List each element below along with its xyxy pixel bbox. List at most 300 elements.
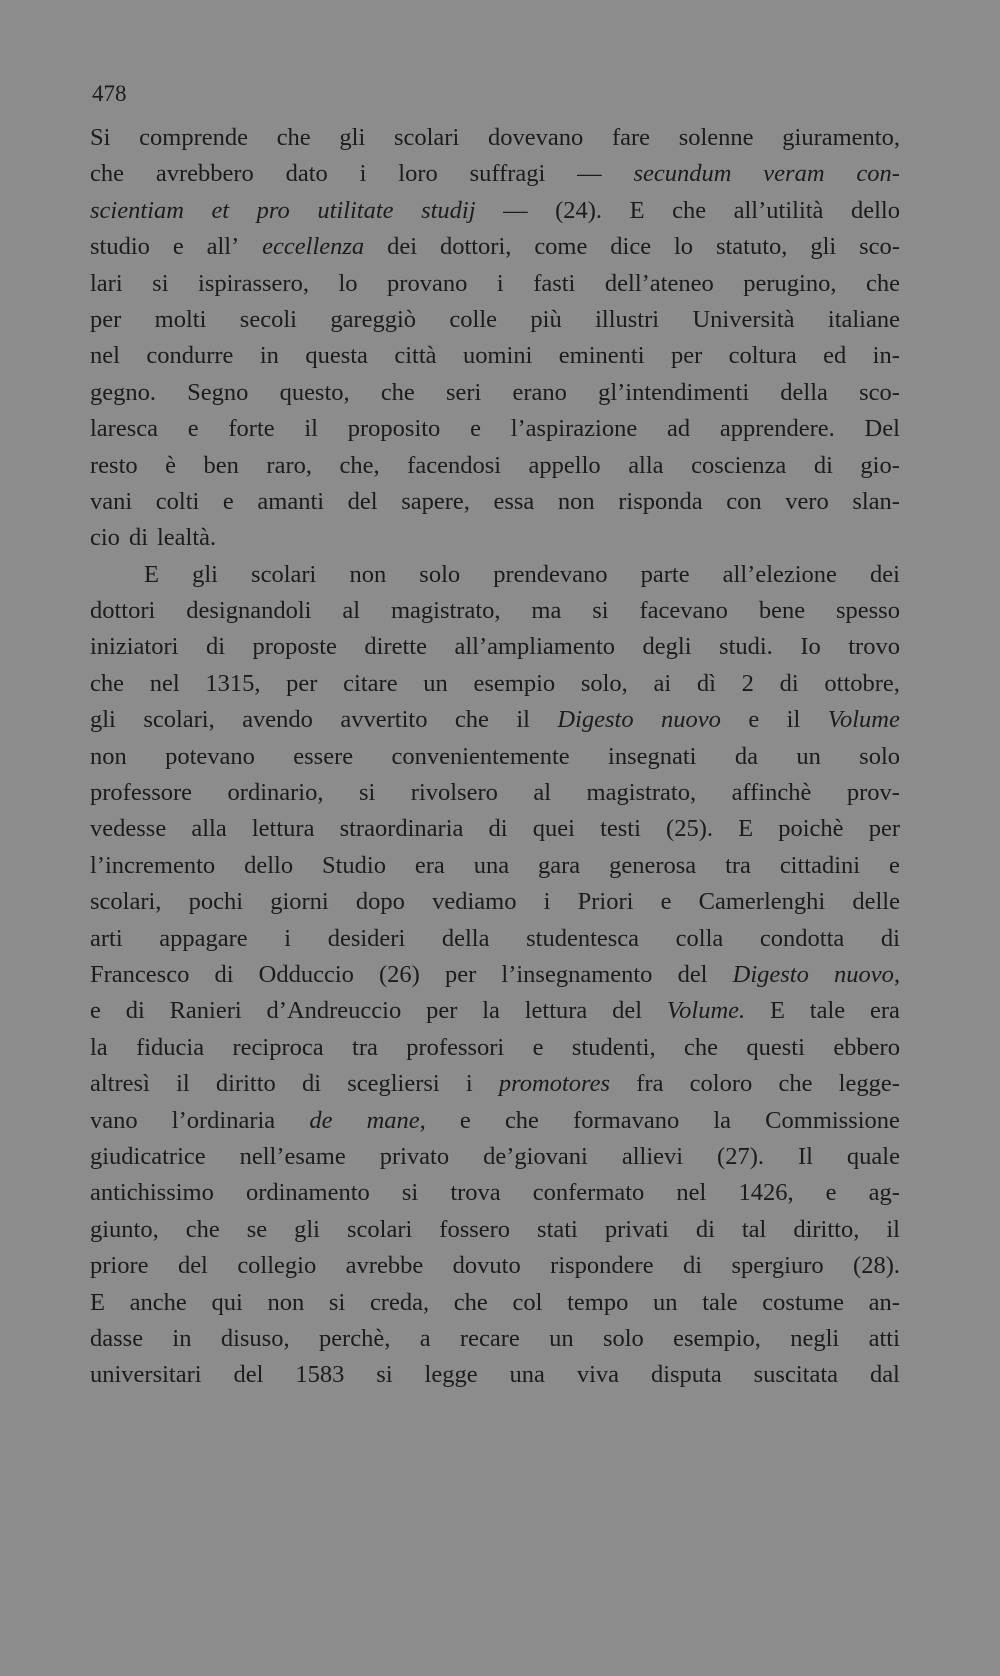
text-line xyxy=(90,884,900,920)
word: bene xyxy=(758,597,806,625)
word: tempo xyxy=(567,1288,629,1316)
word: per xyxy=(286,669,318,697)
word: e xyxy=(90,997,101,1025)
word: era xyxy=(414,851,445,879)
word: loro xyxy=(398,160,438,188)
word: generosa xyxy=(609,851,697,879)
word: per xyxy=(868,815,900,843)
word: questi xyxy=(746,1033,805,1061)
word: giudicatrice xyxy=(90,1142,206,1170)
word: dottori, xyxy=(439,233,512,261)
word: prov- xyxy=(846,779,900,807)
word: erano xyxy=(512,378,567,406)
word: (27). xyxy=(717,1142,764,1170)
word: del xyxy=(347,487,378,515)
word: l’insegnamento xyxy=(501,960,653,988)
word: et xyxy=(211,196,230,224)
word: lo xyxy=(674,233,694,261)
word: Digesto xyxy=(732,960,809,988)
word: citare xyxy=(343,669,398,697)
word: i xyxy=(465,1070,473,1098)
text-line xyxy=(90,375,900,411)
text-line xyxy=(90,1103,900,1139)
word: recare xyxy=(459,1324,520,1352)
word: scolari xyxy=(393,124,460,151)
word: di xyxy=(683,1252,703,1280)
text-line xyxy=(90,1030,900,1066)
word: questo, xyxy=(279,378,350,406)
word: disputa xyxy=(650,1361,722,1389)
word: secoli xyxy=(239,305,297,333)
word: stati xyxy=(537,1215,578,1243)
word: vano xyxy=(90,1106,138,1134)
word: di xyxy=(214,960,234,988)
word: nuovo xyxy=(661,706,721,734)
word: per xyxy=(670,342,703,370)
word: spesso xyxy=(835,597,900,625)
word: veram xyxy=(763,160,825,188)
word: del xyxy=(677,960,708,988)
word: nell’esame xyxy=(239,1142,346,1170)
text-line xyxy=(90,266,900,302)
word: appello xyxy=(528,451,601,479)
text-line xyxy=(90,1321,900,1357)
word: convenientemente xyxy=(391,742,570,770)
word: Ranieri xyxy=(169,997,242,1025)
word: i xyxy=(543,888,551,916)
word: facendosi xyxy=(407,451,502,479)
word: 1583 xyxy=(295,1361,345,1389)
word: universitari xyxy=(90,1361,202,1389)
text-line xyxy=(90,629,900,665)
text-line xyxy=(90,739,900,775)
word: in- xyxy=(872,342,900,370)
word: privati xyxy=(604,1215,669,1243)
word: il xyxy=(516,706,530,734)
word: ag- xyxy=(868,1179,900,1207)
word: non xyxy=(267,1288,305,1316)
word: pochi xyxy=(188,888,244,916)
word: e xyxy=(532,1033,544,1061)
word: formavano xyxy=(573,1106,680,1134)
word: dopo xyxy=(355,888,405,916)
text-line xyxy=(90,448,900,484)
word: d’Andreuccio xyxy=(266,997,402,1025)
word: si xyxy=(592,597,609,625)
word: da xyxy=(734,742,758,770)
word: negli xyxy=(790,1324,840,1352)
word: Segno xyxy=(187,378,249,406)
word: gara xyxy=(538,851,581,879)
word: pro xyxy=(256,196,290,224)
word: arti xyxy=(90,924,123,952)
word: come xyxy=(534,233,588,261)
word: ispirassero, xyxy=(198,269,309,297)
word: fiducia xyxy=(136,1033,205,1061)
word: Odduccio xyxy=(258,960,354,988)
word: suffragi xyxy=(469,160,546,188)
word: gli xyxy=(810,233,837,261)
word: l’incremento xyxy=(90,851,216,879)
word: e xyxy=(187,415,199,443)
word: con- xyxy=(856,160,900,188)
word: privato xyxy=(379,1142,450,1170)
word: anche xyxy=(129,1288,187,1316)
word: fra xyxy=(636,1070,664,1098)
word: italiane xyxy=(827,305,900,333)
page-number: 478 xyxy=(92,81,127,106)
word: gli xyxy=(192,560,218,588)
text-line xyxy=(90,484,900,520)
word: alla xyxy=(628,451,664,479)
word: fossero xyxy=(439,1215,511,1243)
word: E xyxy=(90,1288,105,1316)
word: E xyxy=(144,560,159,588)
word: vedesse xyxy=(90,815,167,843)
word: che xyxy=(380,378,415,406)
word: Università xyxy=(692,305,795,333)
word: i xyxy=(496,269,504,297)
word: che xyxy=(504,1106,539,1134)
word: che xyxy=(276,124,311,151)
word: condotta xyxy=(759,924,845,952)
word: Volume. xyxy=(666,997,746,1025)
word: di xyxy=(813,451,833,479)
word: studi. xyxy=(719,633,773,661)
word: studentesca xyxy=(526,924,640,952)
text-line xyxy=(90,1175,900,1211)
word: i xyxy=(284,924,292,952)
word: gli xyxy=(90,706,116,734)
word: ad xyxy=(666,415,691,443)
word: promotores xyxy=(498,1070,611,1098)
word: solo xyxy=(859,742,900,770)
word: iniziatori xyxy=(90,633,179,661)
word: professori xyxy=(406,1033,505,1061)
word: città xyxy=(394,342,437,370)
word: de’giovani xyxy=(483,1142,588,1170)
text-line xyxy=(90,957,900,993)
word: sco- xyxy=(859,378,900,406)
word: che xyxy=(90,669,124,697)
word: magistrato, xyxy=(390,597,501,625)
word: vediamo xyxy=(432,888,517,916)
word: allievi xyxy=(621,1142,684,1170)
text-line xyxy=(90,193,900,229)
word: 1426, xyxy=(738,1179,794,1207)
word: il xyxy=(886,1215,900,1243)
word: diritto, xyxy=(793,1215,860,1243)
word: studio xyxy=(90,233,150,261)
word: della xyxy=(780,378,828,406)
word: affinchè xyxy=(731,779,812,807)
word: altresì xyxy=(90,1070,150,1098)
word: e xyxy=(748,706,760,734)
word: giorni xyxy=(270,888,329,916)
word: di xyxy=(488,815,508,843)
word: illustri xyxy=(595,305,660,333)
word: fasti xyxy=(533,269,576,297)
word: rivolsero xyxy=(410,779,498,807)
word: perugino, xyxy=(743,269,837,297)
word: e xyxy=(825,1179,837,1207)
word: uomini xyxy=(462,342,533,370)
word: i xyxy=(359,160,367,188)
word: tale xyxy=(702,1288,738,1316)
text-line xyxy=(90,593,900,629)
word: risponda xyxy=(618,487,703,515)
word: dice xyxy=(610,233,652,261)
word: per xyxy=(90,305,122,333)
text-line xyxy=(90,775,900,811)
word: ai xyxy=(653,669,672,697)
word: di xyxy=(128,524,148,552)
word: avvertito xyxy=(340,706,428,734)
word: ottobre, xyxy=(824,669,900,697)
word: raro, xyxy=(266,451,312,479)
text-line xyxy=(90,666,900,702)
word: al xyxy=(533,779,552,807)
word: il xyxy=(304,415,318,443)
word: solo xyxy=(602,1324,644,1352)
word: Camerlenghi xyxy=(698,888,826,916)
word: molti xyxy=(154,305,207,333)
word: dello xyxy=(850,196,900,224)
word: che xyxy=(684,1033,718,1061)
word: lettura xyxy=(251,815,315,843)
word: col xyxy=(512,1288,543,1316)
word: gegno. xyxy=(90,378,156,406)
word: statuto, xyxy=(715,233,788,261)
word: cittadini xyxy=(779,851,861,879)
word: provano xyxy=(387,269,468,297)
word: dovuto xyxy=(452,1252,521,1280)
word: de xyxy=(309,1106,333,1134)
text-line xyxy=(90,993,900,1029)
word: un xyxy=(796,742,821,770)
word: vani xyxy=(90,487,133,515)
word: per xyxy=(426,997,458,1025)
word: e xyxy=(222,487,234,515)
word: di xyxy=(301,1070,322,1098)
word: 2 xyxy=(741,669,754,697)
word: nel xyxy=(90,342,120,370)
word: comprende xyxy=(139,124,248,151)
word: viva xyxy=(576,1361,620,1389)
word: diritto xyxy=(215,1070,276,1098)
word: avendo xyxy=(242,706,313,734)
word: dal xyxy=(869,1361,900,1389)
word: si xyxy=(401,1179,419,1207)
word: laresca xyxy=(90,415,158,443)
word: desideri xyxy=(327,924,406,952)
word: professore xyxy=(90,779,193,807)
word: fare xyxy=(611,124,651,151)
text-line xyxy=(90,848,900,884)
word: 1315, xyxy=(205,669,261,697)
word: (25). xyxy=(666,815,713,843)
word: questa xyxy=(305,342,368,370)
word: designandoli xyxy=(186,597,312,625)
word: atti xyxy=(868,1324,900,1352)
word: dei xyxy=(387,233,418,261)
word: vero xyxy=(785,487,829,515)
word: — xyxy=(577,160,602,188)
word: avrebbero xyxy=(155,160,254,188)
word: e xyxy=(172,233,184,261)
word: tra xyxy=(725,851,751,879)
word: l’ordinaria xyxy=(171,1106,276,1134)
word: ben xyxy=(203,451,239,479)
word: un xyxy=(549,1324,574,1352)
word: ed xyxy=(823,342,847,370)
word: appagare xyxy=(159,924,248,952)
word: al xyxy=(342,597,361,625)
word: la xyxy=(713,1106,732,1134)
word: che xyxy=(185,1215,220,1243)
word: Commissione xyxy=(765,1106,900,1134)
word: slan- xyxy=(852,487,900,515)
word: apprendere. xyxy=(719,415,835,443)
word: con xyxy=(726,487,762,515)
word: E xyxy=(629,196,645,224)
word: sapere, xyxy=(401,487,470,515)
word: gareggiò xyxy=(330,305,417,333)
word: non xyxy=(90,742,127,770)
word: (24). xyxy=(555,196,603,224)
text-line xyxy=(90,229,900,265)
word: di xyxy=(695,1215,715,1243)
word: E xyxy=(769,997,785,1025)
word: quale xyxy=(846,1142,900,1170)
word: (28). xyxy=(853,1252,900,1280)
word: di xyxy=(125,997,145,1025)
text-line xyxy=(90,1139,900,1175)
word: gli xyxy=(294,1215,320,1243)
word: coloro xyxy=(689,1070,753,1098)
word: gio- xyxy=(860,451,900,479)
word: si xyxy=(358,779,376,807)
word: (26) xyxy=(379,960,420,988)
word: di xyxy=(880,924,900,952)
text-line xyxy=(90,156,900,192)
word: la xyxy=(90,1033,108,1061)
word: confermato xyxy=(532,1179,645,1207)
word: che, xyxy=(339,451,380,479)
word: scolari, xyxy=(90,888,162,916)
word: mane, xyxy=(366,1106,426,1134)
word: collegio xyxy=(237,1252,317,1280)
word: studenti, xyxy=(571,1033,656,1061)
word: trova xyxy=(450,1179,501,1207)
word: Io xyxy=(800,633,821,661)
word: più xyxy=(530,305,562,333)
word: cio xyxy=(90,524,120,552)
word: dato xyxy=(285,160,328,188)
word: dei xyxy=(870,560,900,588)
word: costume xyxy=(762,1288,844,1316)
word: che xyxy=(454,706,489,734)
word: scolari xyxy=(251,560,317,588)
word: ebbero xyxy=(833,1033,900,1061)
text-line xyxy=(90,302,900,338)
word: solo, xyxy=(580,669,628,697)
text-line xyxy=(90,1285,900,1321)
word: una xyxy=(509,1361,545,1389)
word: legge xyxy=(424,1361,478,1389)
word: e xyxy=(470,415,481,443)
word: lettura xyxy=(524,997,588,1025)
word: essere xyxy=(293,742,354,770)
word: poichè xyxy=(778,815,844,843)
word: alla xyxy=(191,815,227,843)
word: straordinaria xyxy=(339,815,464,843)
word: suscitata xyxy=(753,1361,839,1389)
word: dovevano xyxy=(487,124,584,151)
word: perchè, xyxy=(318,1324,391,1352)
word: quei xyxy=(532,815,575,843)
word: spergiuro xyxy=(731,1252,824,1280)
word: giuramento, xyxy=(782,124,900,151)
word: trovo xyxy=(848,633,900,661)
text-line xyxy=(90,338,900,374)
word: essa xyxy=(493,487,535,515)
word: forte xyxy=(228,415,275,443)
text-line xyxy=(90,411,900,447)
word: il xyxy=(176,1070,190,1098)
word: scolari xyxy=(346,1215,413,1243)
word: in xyxy=(259,342,279,370)
word: priore xyxy=(90,1252,149,1280)
word: Si xyxy=(90,124,111,151)
word: e xyxy=(660,888,672,916)
word: scolari, xyxy=(143,706,215,734)
word: parte xyxy=(640,560,690,588)
word: che xyxy=(865,269,900,297)
word: potevano xyxy=(165,742,255,770)
word: in xyxy=(172,1324,192,1352)
word: dasse xyxy=(90,1324,144,1352)
word: coltura xyxy=(728,342,797,370)
word: del xyxy=(233,1361,264,1389)
body-text xyxy=(90,120,900,1394)
text-line xyxy=(90,1248,900,1284)
word: tal xyxy=(741,1215,767,1243)
word: l’aspirazione xyxy=(510,415,638,443)
word: disuso, xyxy=(220,1324,290,1352)
word: eccellenza xyxy=(262,233,365,261)
word: lo xyxy=(338,269,358,297)
word: magistrato, xyxy=(586,779,697,807)
word: proposte xyxy=(252,633,337,661)
word: proposito xyxy=(347,415,441,443)
word: un xyxy=(423,669,448,697)
word: scientiam xyxy=(90,196,184,224)
word: avrebbe xyxy=(345,1252,424,1280)
word: prendevano xyxy=(493,560,608,588)
word: ordinamento xyxy=(245,1179,370,1207)
word: ma xyxy=(531,597,562,625)
word: sco- xyxy=(859,233,900,261)
word: lari xyxy=(90,269,123,297)
text-line xyxy=(90,921,900,957)
word: è xyxy=(165,451,177,479)
word: non xyxy=(557,487,595,515)
word: degli xyxy=(642,633,692,661)
word: Priori xyxy=(577,888,634,916)
word: qui xyxy=(211,1288,243,1316)
word: an- xyxy=(868,1288,900,1316)
